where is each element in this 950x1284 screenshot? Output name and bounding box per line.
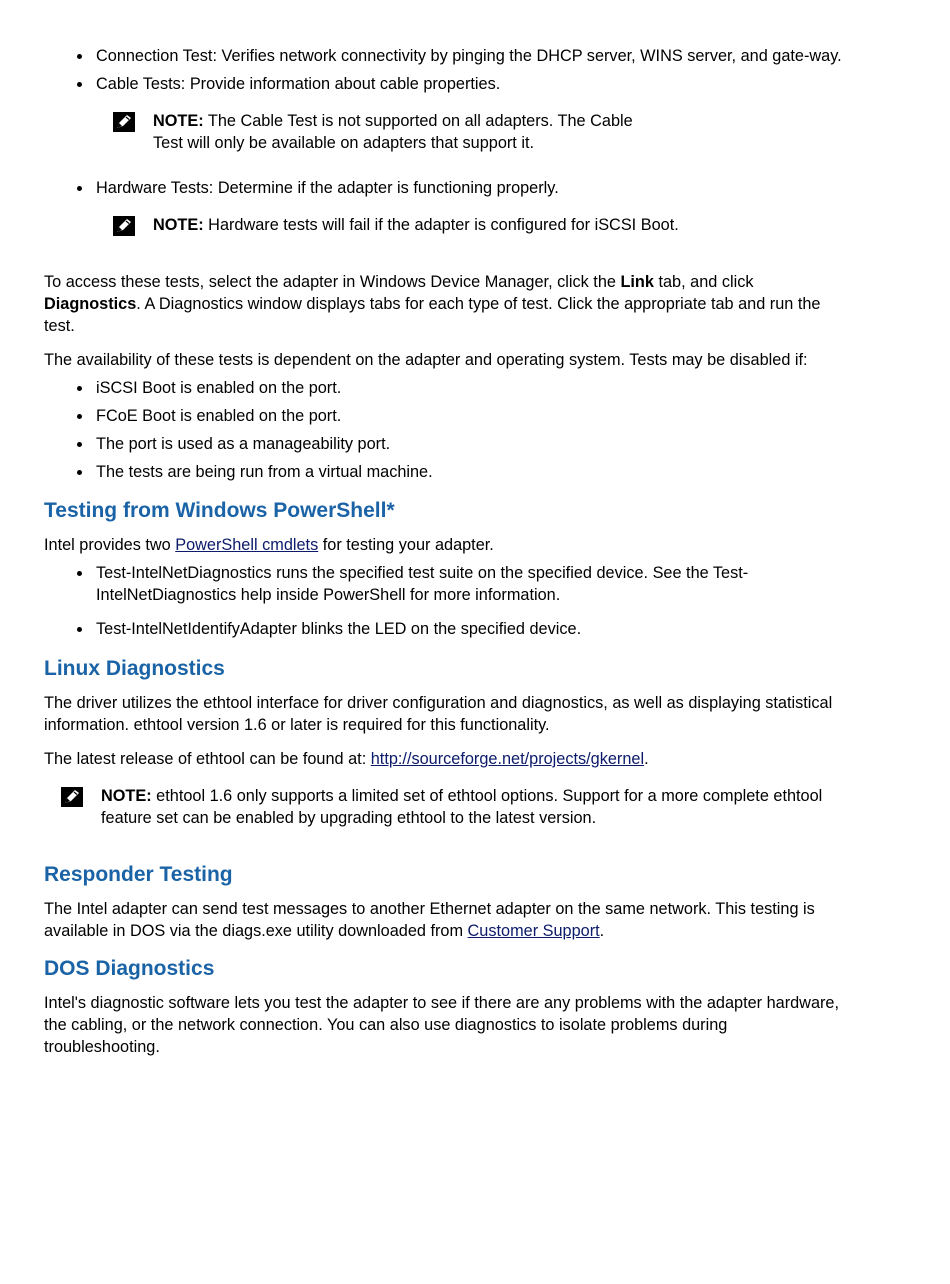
list-item (44, 377, 864, 399)
list-item (44, 73, 864, 154)
powershell-intro (44, 534, 864, 556)
condition-text: The port is used as a manageability port. (96, 435, 391, 453)
linux-heading: Linux Diagnostics (44, 657, 225, 680)
text-run: To access these tests, select the adapter in Windows Device Manager, click the (44, 273, 621, 291)
powershell-cmdlet-list (44, 562, 864, 640)
cmdlet-text: Test-IntelNetIdentifyAdapter blinks the LED on the specified device. (96, 620, 582, 638)
test-types-list (44, 45, 864, 236)
document-page (44, 45, 864, 1058)
text-run: The latest release of ethtool can be found at: (44, 750, 371, 768)
note-label: NOTE: (101, 787, 152, 805)
text-run: The Intel adapter can send test messages to another Ethernet adapter on the same network. This testing is available in DOS via the diags.exe utility downloaded from (44, 900, 815, 940)
availability-paragraph: The availability of these tests is dependent on the adapter and operating system. Tests may be disabled if: (44, 351, 808, 369)
hardware-test-text: Hardware Tests: Determine if the adapter is functioning properly. (96, 179, 559, 197)
cable-test-text: Cable Tests: Provide information about cable properties. (96, 75, 501, 93)
note-pencil-icon (61, 787, 83, 807)
linux-note-text (61, 785, 841, 829)
hardware-note (113, 214, 753, 236)
hardware-note-text (113, 214, 753, 236)
note-label: NOTE: (153, 112, 204, 130)
cable-note (113, 110, 653, 154)
list-item (44, 618, 864, 640)
text-run: Intel provides two (44, 536, 176, 554)
access-paragraph (44, 271, 854, 337)
responder-paragraph (44, 898, 844, 942)
note-label: NOTE: (153, 216, 204, 234)
note-pencil-icon (113, 216, 135, 236)
ethtool-paragraph (44, 748, 864, 770)
list-item (44, 461, 864, 483)
text-run: . (599, 922, 605, 940)
sourceforge-link[interactable]: http://sourceforge.net/projects/gkernel (370, 750, 645, 768)
text-run: for testing your adapter. (318, 536, 494, 554)
diagnostics-label: Diagnostics (44, 295, 137, 313)
linux-note (61, 785, 841, 829)
note-pencil-icon (113, 112, 135, 132)
customer-support-link[interactable]: Customer Support (467, 922, 600, 940)
text-run: tab, and click (653, 273, 754, 291)
link-tab-label: Link (620, 273, 654, 291)
condition-text: FCoE Boot is enabled on the port. (96, 407, 342, 425)
responder-heading: Responder Testing (44, 863, 233, 886)
list-item (44, 433, 864, 455)
dos-heading: DOS Diagnostics (44, 957, 215, 980)
connection-test-text: Connection Test: Verifies network connectivity by pinging the DHCP server, WINS server, and gate-way. (96, 47, 842, 65)
note-body: The Cable Test is not supported on all adapters. The Cable Test will only be available on adapters that support it. (153, 112, 633, 152)
note-body: Hardware tests will fail if the adapter is configured for iSCSI Boot. (203, 216, 679, 234)
dos-paragraph: Intel's diagnostic software lets you test the adapter to see if there are any problems with the adapter hardware, the cabling, or the network connection. You can also use diagnostics to isolate problems during troubleshooting. (44, 994, 839, 1056)
text-run: . (644, 750, 649, 768)
list-item (44, 177, 864, 236)
list-item (44, 562, 826, 606)
condition-text: iSCSI Boot is enabled on the port. (96, 379, 342, 397)
powershell-heading: Testing from Windows PowerShell* (44, 499, 395, 522)
list-item (44, 405, 864, 427)
text-run: . A Diagnostics window displays tabs for each type of test. Click the appropriate tab and run the test. (44, 295, 821, 335)
linux-paragraph: The driver utilizes the ethtool interface for driver configuration and diagnostics, as well as displaying statistical information. ethtool version 1.6 or later is required for this functionality. (44, 694, 833, 734)
disabled-conditions-list (44, 377, 864, 483)
cable-note-text (113, 110, 653, 154)
cmdlet-text: Test-IntelNetDiagnostics runs the specified test suite on the specified device. See the Test-IntelNetDiagnostics help inside PowerShell for more information. (96, 564, 749, 604)
note-body: ethtool 1.6 only supports a limited set of ethtool options. Support for a more complete ethtool feature set can be enabled by upgrading ethtool to the latest version. (101, 787, 823, 827)
list-item (44, 45, 844, 67)
powershell-cmdlets-link[interactable]: PowerShell cmdlets (175, 536, 319, 554)
condition-text: The tests are being run from a virtual machine. (96, 463, 433, 481)
